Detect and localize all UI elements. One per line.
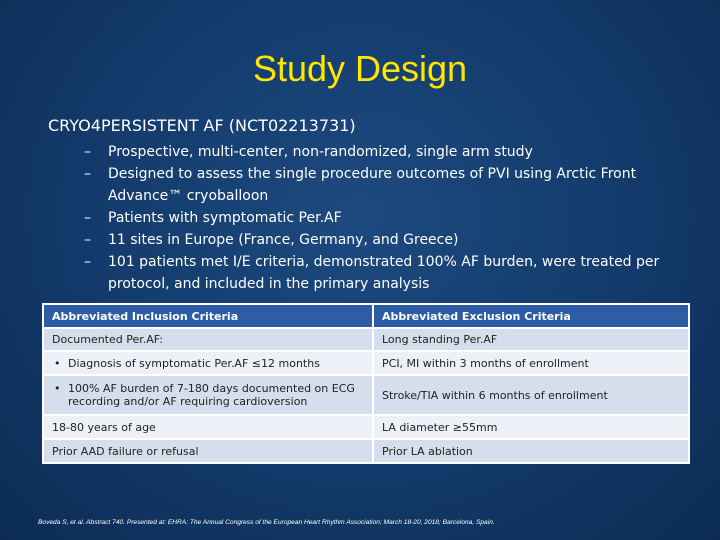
bullet-item [84,141,684,163]
exclusion-header: Abbreviated Exclusion Criteria [373,304,689,328]
exclusion-cell: Long standing Per.AF [373,328,689,351]
bullet-text: Prospective, multi-center, non-randomized, single arm study [108,144,533,160]
table-row [43,415,689,439]
study-heading: CRYO4PERSISTENT AF (NCT02213731) [48,116,356,135]
bullet-text: Patients with symptomatic Per.AF [108,210,342,226]
bullet-item [84,163,684,207]
bullet-text: 101 patients met I/E criteria, demonstrated 100% AF burden, were treated per protocol, and included in the primary analysis [108,254,660,292]
bullet-item [84,229,684,251]
bullet-dot: • [54,356,61,370]
reference-footnote: Boveda S, et al. Abstract 740. Presented at: EHRA: The Annual Congress of the European Heart Rhythm Association; March 18-20, 2018; Barcelona, Spain. [38,519,495,526]
inclusion-cell: Prior AAD failure or refusal [43,439,373,463]
dash-marker: – [84,166,91,182]
table-header-row [43,304,689,328]
inclusion-cell-text: 100% AF burden of 7-180 days documented on ECG recording and/or AF requiring cardioversion [68,382,355,408]
bullet-dot: • [54,382,61,395]
inclusion-cell: Documented Per.AF: [43,328,373,351]
bullet-text: 11 sites in Europe (France, Germany, and Greece) [108,232,459,248]
exclusion-cell: LA diameter ≥55mm [373,415,689,439]
exclusion-cell: PCI, MI within 3 months of enrollment [373,351,689,375]
table-row [43,351,689,375]
dash-marker: – [84,232,91,248]
criteria-table [42,303,690,464]
inclusion-cell [43,375,373,415]
table-row [43,328,689,351]
exclusion-cell: Prior LA ablation [373,439,689,463]
bullet-item [84,207,684,229]
slide-title: Study Design [252,48,468,89]
table-row [43,439,689,463]
inclusion-cell-text: Diagnosis of symptomatic Per.AF ≤12 months [68,356,320,370]
inclusion-cell: 18-80 years of age [43,415,373,439]
table-row [43,375,689,415]
dash-marker: – [84,144,91,160]
bullet-text: Designed to assess the single procedure outcomes of PVI using Arctic Front Advance™ cryoballoon [108,166,637,204]
bullet-list [84,141,684,295]
bullet-item [84,251,684,295]
criteria-table-container [42,303,690,464]
inclusion-header: Abbreviated Inclusion Criteria [43,304,373,328]
dash-marker: – [84,210,91,226]
dash-marker: – [84,254,91,270]
inclusion-cell [43,351,373,375]
exclusion-cell: Stroke/TIA within 6 months of enrollment [373,375,689,415]
